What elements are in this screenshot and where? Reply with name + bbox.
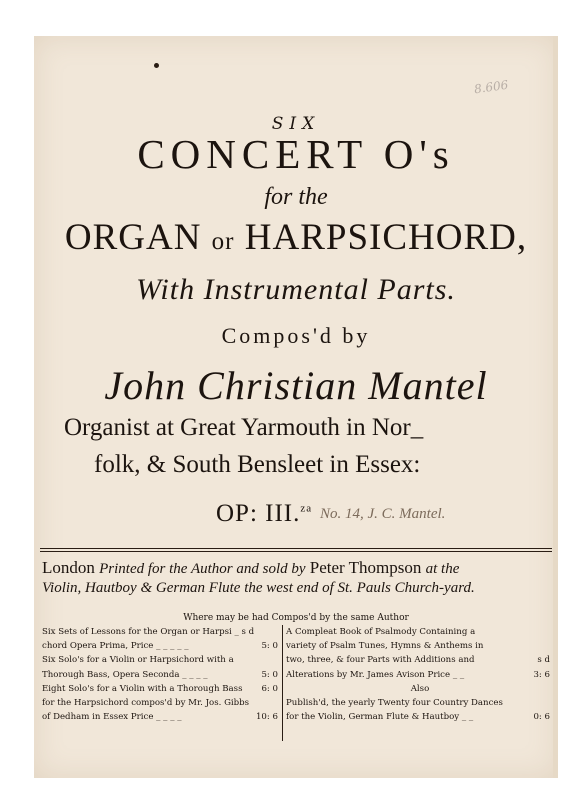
catalog-line: two, three, & four Parts with Additions and s d [286, 655, 550, 666]
catalog-line: Also [410, 683, 430, 694]
title-concertos: CONCERT O's [137, 131, 455, 177]
catalog-line: Six Solo's for a Violin or Harpsichord with a [42, 655, 234, 666]
imprint-at-the: at the [425, 561, 460, 577]
opus-superscript: za [300, 502, 313, 515]
organist-line-2: folk, & South Bensleet in Essex: [94, 451, 421, 478]
catalog-line: Alterations by Mr. James Avison Price _ _ 3: 6 [286, 669, 550, 680]
catalog-line: for the Violin, German Flute & Hautboy _ _ 0: 6 [286, 712, 550, 723]
imprint-line-2 [42, 580, 475, 597]
catalog-right-column [286, 625, 554, 724]
title-instrumental-parts: With Instrumental Parts. [136, 273, 456, 306]
rule-top [40, 548, 552, 549]
imprint-london: London [42, 558, 95, 577]
title-six: SIX [271, 114, 321, 134]
pencil-shelfmark: 8.606 [473, 77, 510, 97]
catalog-left-column [42, 625, 282, 724]
catalog-line: chord Opera Prima, Price _ _ _ _ _ 5: 0 [42, 641, 278, 652]
imprint-address: Violin, Hautboy & German Flute the west end of St. Pauls Church-yard. [42, 580, 475, 596]
imprint-line-1 [42, 558, 459, 578]
opus-number [216, 500, 312, 528]
catalog-line: variety of Psalm Tunes, Hymns & Anthems in [286, 641, 484, 652]
title-composd-by: Compos'd by [221, 323, 371, 348]
catalog-line: Eight Solo's for a Violin with a Thorough Bass 6: 0 [42, 683, 278, 694]
title-organ-harpsichord [34, 216, 558, 259]
handwritten-opus-note: No. 14, J. C. Mantel. [320, 506, 446, 522]
title-page [34, 36, 558, 778]
catalog-line: Publish'd, the yearly Twenty four Country Dances [286, 697, 503, 708]
title-organ: ORGAN [64, 217, 202, 258]
catalog-line: A Compleat Book of Psalmody Containing a [286, 627, 476, 637]
rule-bottom [40, 551, 552, 552]
ink-dot [154, 63, 159, 68]
title-harpsichord: HARPSICHORD, [244, 217, 528, 258]
catalog-line: for the Harpsichord compos'd by Mr. Jos. Gibbs [42, 697, 250, 708]
catalog-heading: Where may be had Compos'd by the same Author [183, 613, 409, 623]
imprint-printed-for: Printed for the Author and sold by [99, 561, 306, 577]
catalog-divider [282, 625, 283, 741]
title-for-the: for the [264, 184, 328, 210]
opus-label: OP: III. [216, 500, 301, 527]
title-or: or [211, 228, 235, 255]
imprint-seller: Peter Thompson [309, 558, 422, 577]
organist-line-1: Organist at Great Yarmouth in Nor_ [64, 414, 424, 441]
catalog-line: Six Sets of Lessons for the Organ or Harpsi _ s d [42, 627, 255, 637]
composer-name: John Christian Mantel [104, 363, 488, 408]
catalog-line: of Dedham in Essex Price _ _ _ _ 10: 6 [42, 712, 278, 723]
catalog-line: Thorough Bass, Opera Seconda _ _ _ _ 5: 0 [42, 669, 278, 680]
